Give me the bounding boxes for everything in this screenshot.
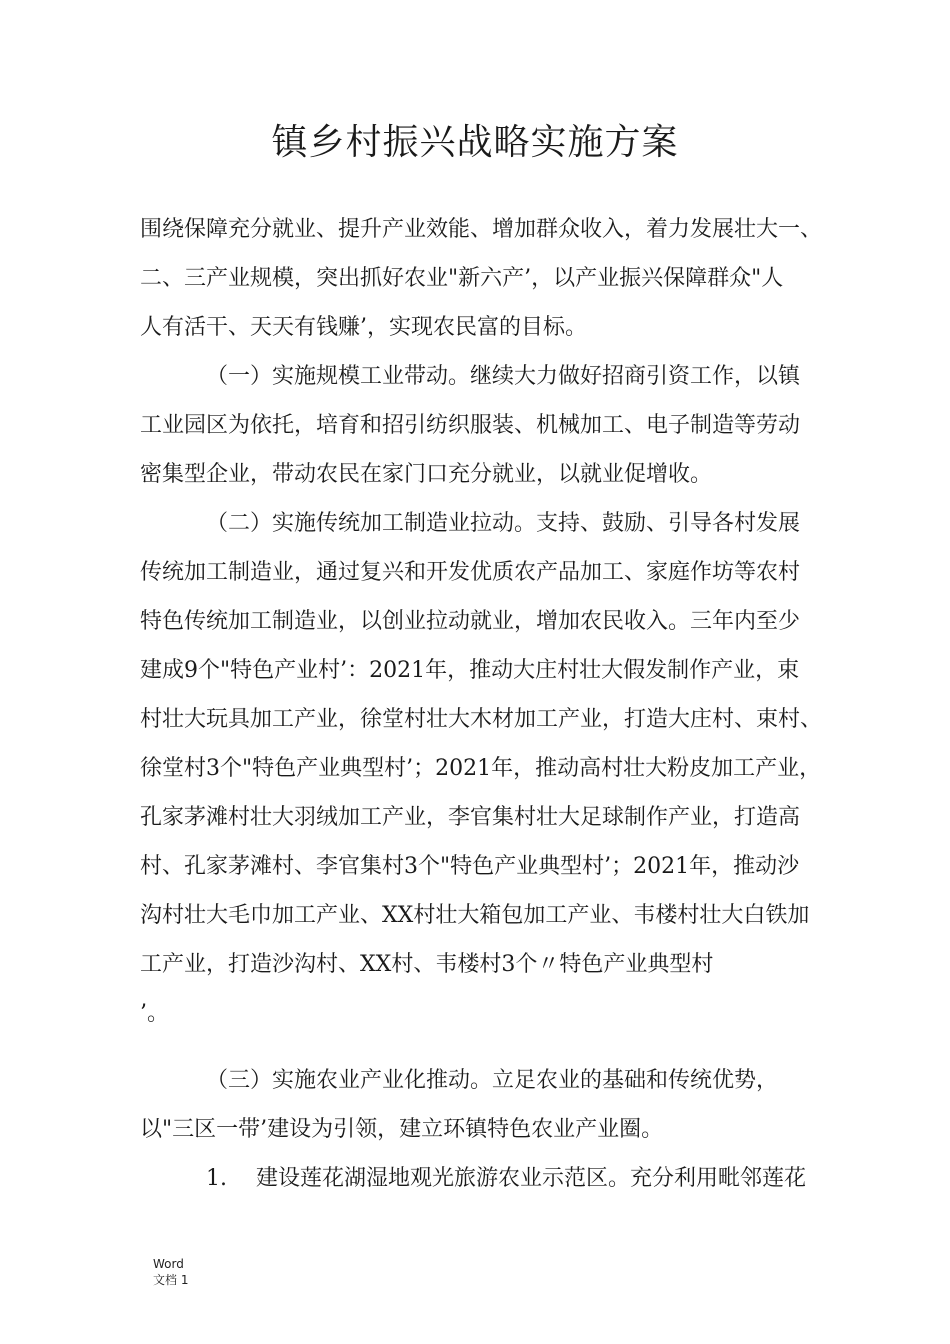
paragraph-1-line-1: 围绕保障充分就业、提升产业效能、增加群众收入，着力发展壮大一、 — [140, 217, 823, 242]
paragraph-3-line-2: 传统加工制造业，通过复兴和开发优质农产品加工、家庭作坊等农村 — [140, 560, 801, 585]
paragraph-2-line-1: （一）实施规模工业带动。继续大力做好招商引资工作，以镇 — [206, 364, 801, 389]
paragraph-gap — [140, 1038, 830, 1056]
list-item-text: 建设莲花湖湿地观光旅游农业示范区。充分利用毗邻莲花 — [256, 1166, 807, 1191]
document-title: 镇乡村振兴战略实施方案 — [271, 122, 679, 163]
document-body — [140, 205, 830, 1203]
footer-app-label: Word — [153, 1257, 184, 1271]
paragraph-3-line-8: 村、孔家茅滩村、李官集村3个"特色产业典型村’；2021年，推动沙 — [140, 854, 800, 879]
paragraph-3-line-5: 村壮大玩具加工产业，徐堂村壮大木材加工产业，打造大庄村、束村、 — [140, 707, 823, 732]
paragraph-1-line-2: 二、三产业规模，突出抓好农业"新六产’，以产业振兴保障群众"人 — [140, 266, 784, 291]
paragraph-3-line-6: 徐堂村3个"特色产业典型村’；2021年，推动高村壮大粉皮加工产业， — [140, 756, 822, 781]
paragraph-4-line-2: 以"三区一带’建设为引领，建立环镇特色农业产业圈。 — [140, 1117, 664, 1142]
footer-page-label: 文档 1 — [153, 1273, 189, 1287]
paragraph-5-line-1 — [140, 1154, 830, 1203]
page-footer — [153, 1256, 188, 1288]
list-number: 1. — [206, 1166, 227, 1191]
paragraph-4-line-1: （三）实施农业产业化推动。立足农业的基础和传统优势， — [206, 1068, 779, 1093]
paragraph-2-line-3: 密集型企业，带动农民在家门口充分就业，以就业促增收。 — [140, 462, 713, 487]
paragraph-2-line-2: 工业园区为依托，培育和招引纺织服装、机械加工、电子制造等劳动 — [140, 413, 801, 438]
paragraph-3-line-4: 建成9个"特色产业村’：2021年，推动大庄村壮大假发制作产业，束 — [140, 658, 800, 683]
paragraph-1-line-3: 人有活干、天天有钱赚’，实现农民富的目标。 — [140, 315, 587, 340]
paragraph-3-line-10: 工产业，打造沙沟村、XX村、韦楼村3个〃特色产业典型村 — [140, 952, 714, 977]
paragraph-3-line-3: 特色传统加工制造业，以创业拉动就业，增加农民收入。三年内至少 — [140, 609, 801, 634]
paragraph-3-line-9: 沟村壮大毛巾加工产业、XX村壮大箱包加工产业、韦楼村壮大白铁加 — [140, 903, 810, 928]
paragraph-3-line-1: （二）实施传统加工制造业拉动。支持、鼓励、引导各村发展 — [206, 511, 801, 536]
paragraph-3-line-7: 孔家茅滩村壮大羽绒加工产业，李官集村壮大足球制作产业，打造高 — [140, 805, 801, 830]
paragraph-3-line-11: ’。 — [140, 1001, 169, 1026]
